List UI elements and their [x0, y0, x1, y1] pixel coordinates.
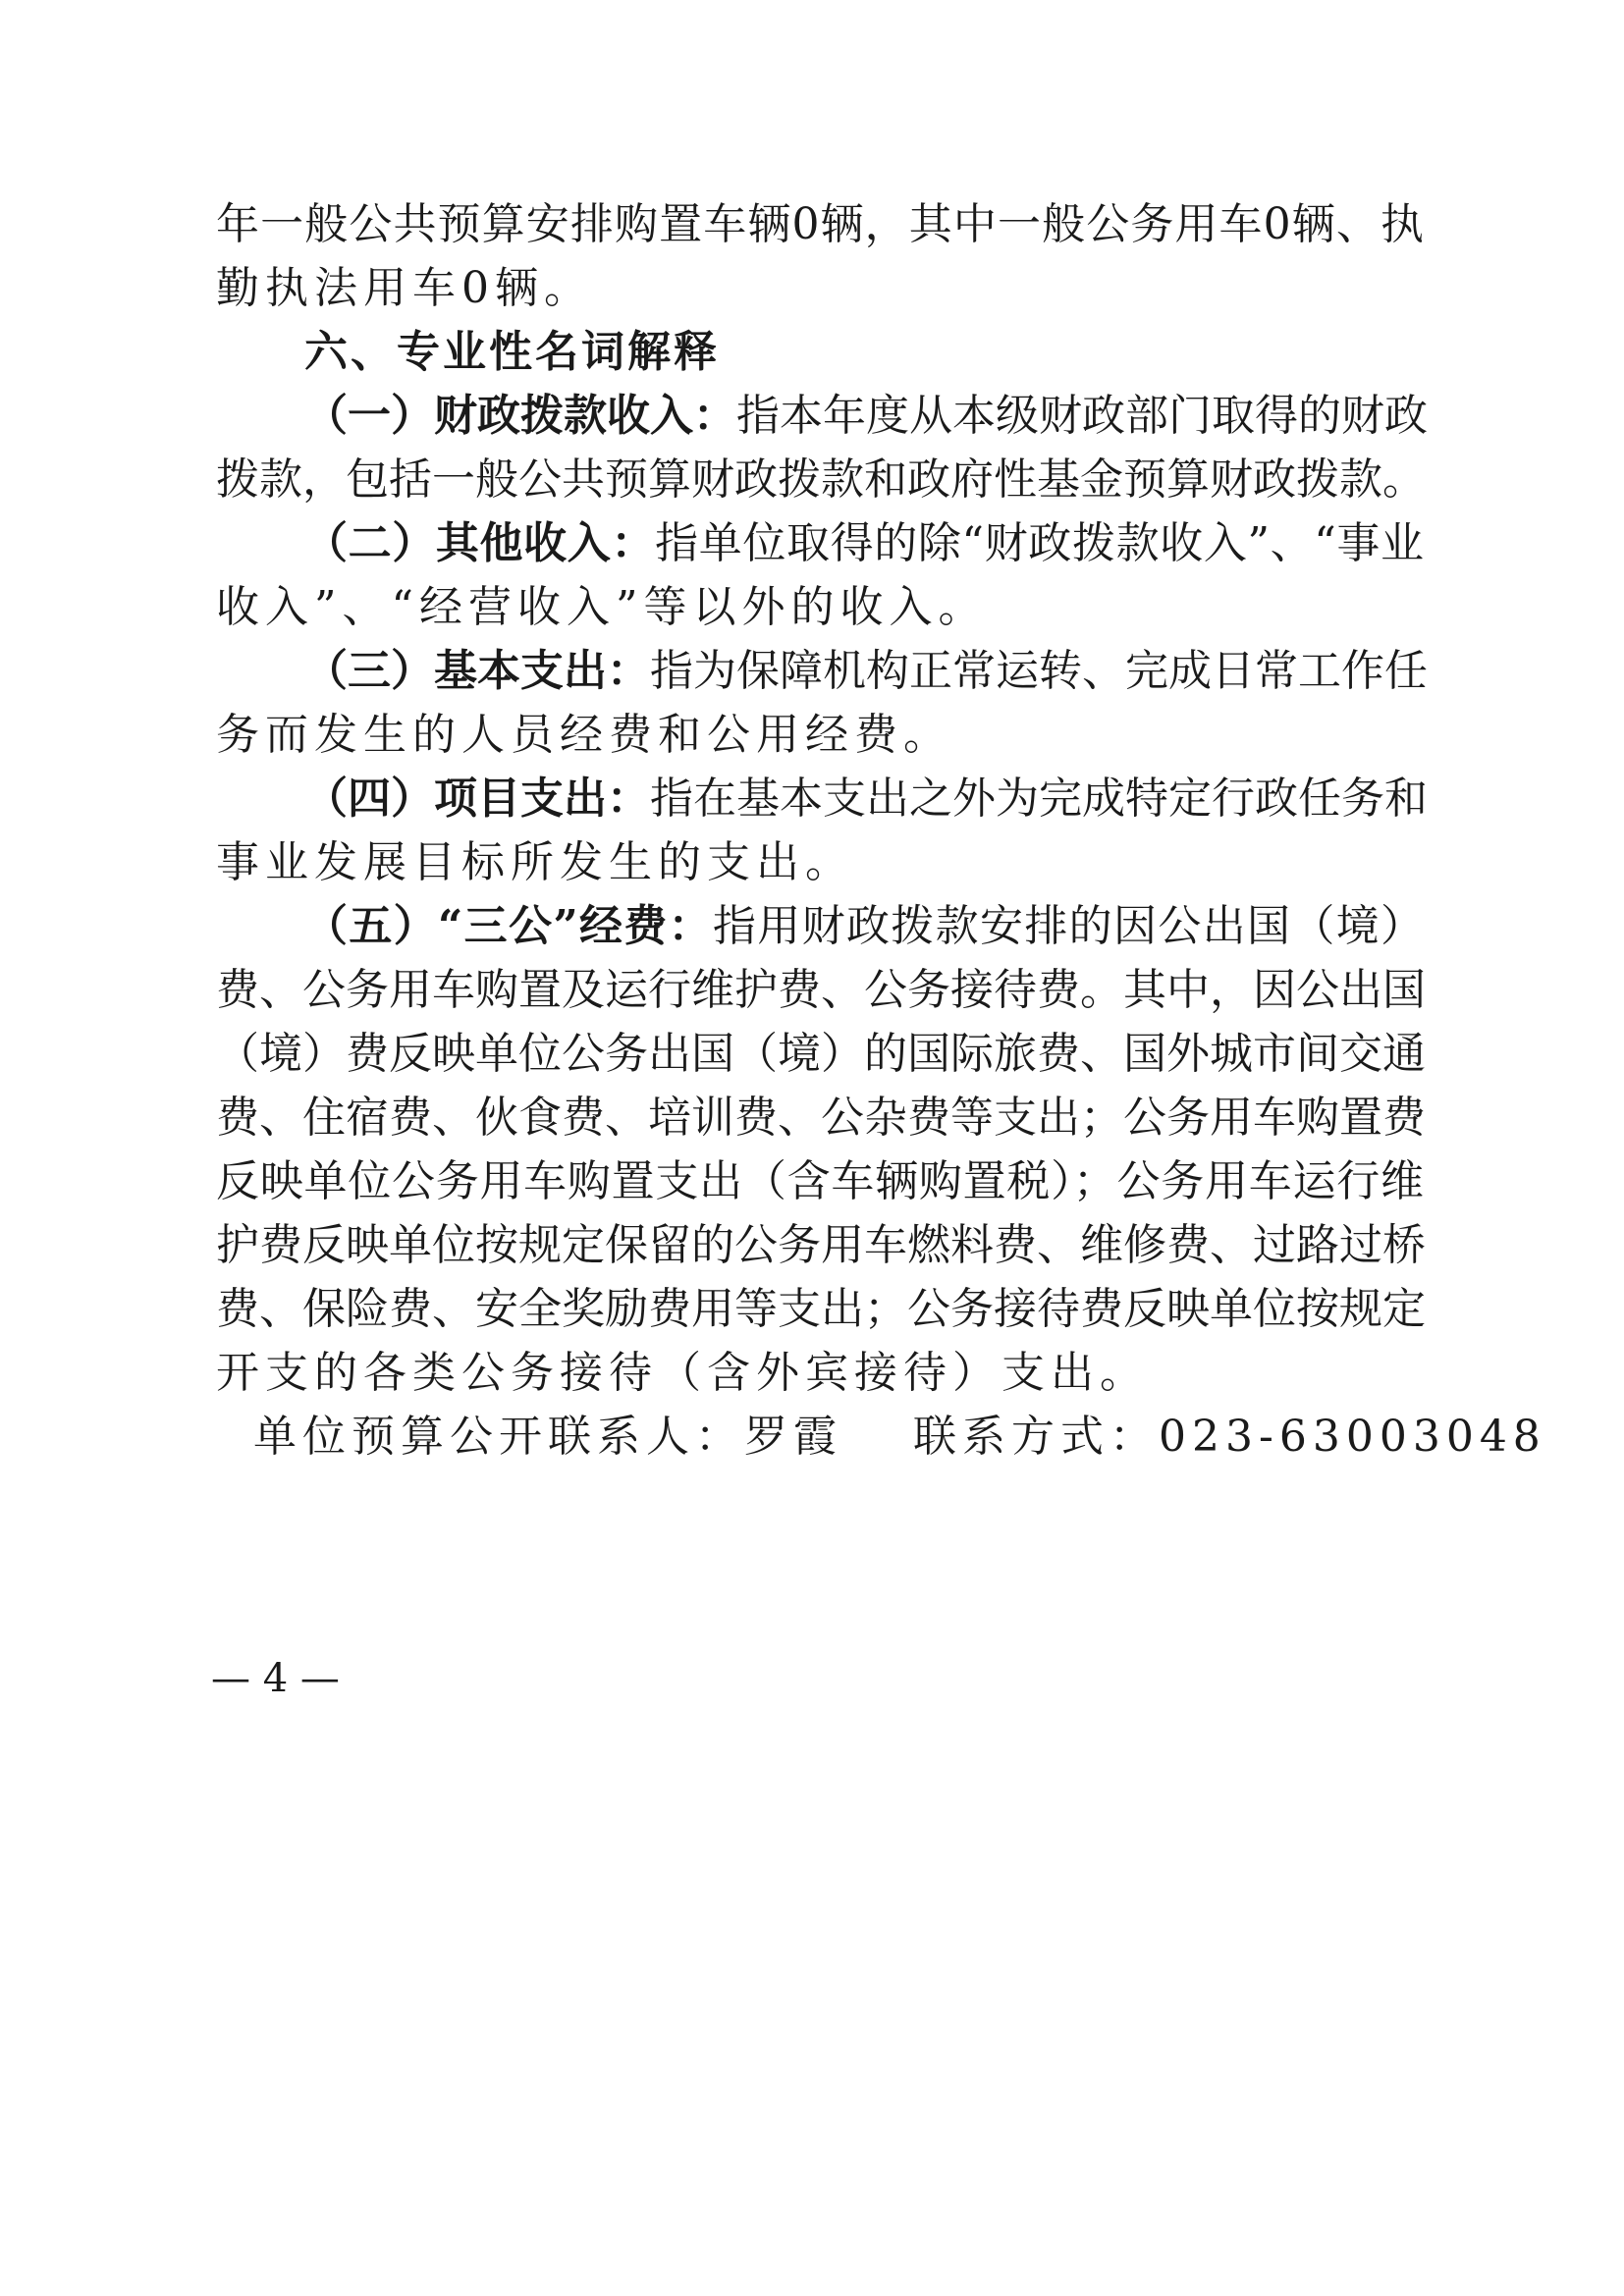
- contact-person: 单位预算公开联系人：罗霞: [253, 1412, 842, 1462]
- definition-line: 收入”、“经营收入”等以外的收入。: [216, 582, 988, 632]
- definition-line: [304, 901, 1424, 951]
- definition-line: [304, 391, 1428, 441]
- definition-line: 费、保险费、安全奖励费用等支出；公务接待费反映单位按规定: [216, 1284, 1426, 1334]
- definition-line: [304, 774, 1428, 824]
- definition-term: （四）项目支出：: [304, 774, 650, 824]
- definition-line: 护费反映单位按规定保留的公务用车燃料费、维修费、过路过桥: [216, 1220, 1426, 1270]
- definition-term: （一）财政拨款收入：: [304, 391, 736, 441]
- definition-line: 费、公务用车购置及运行维护费、公务接待费。其中，因公出国: [216, 965, 1426, 1015]
- definition-line: 反映单位公务用车购置支出（含车辆购置税）；公务用车运行维: [216, 1156, 1424, 1206]
- section-heading: 六、专业性名词解释: [304, 327, 720, 377]
- definition-text: 指为保障机构正常运转、完成日常工作任: [650, 646, 1428, 696]
- page-number: — 4 —: [211, 1656, 340, 1701]
- definition-line: （境）费反映单位公务出国（境）的国际旅费、国外城市间交通: [216, 1029, 1426, 1079]
- definition-text: 指用财政拨款安排的因公出国（境）: [712, 901, 1424, 951]
- definition-line: 务而发生的人员经费和公用经费。: [216, 710, 952, 760]
- definition-text: 指在基本支出之外为完成特定行政任务和: [650, 774, 1428, 824]
- definition-term: （五）“三公”经费：: [304, 901, 713, 951]
- body-line: 年一般公共预算安排购置车辆0辆，其中一般公务用车0辆、执: [216, 199, 1424, 249]
- definition-line: 事业发展目标所发生的支出。: [216, 837, 854, 887]
- definition-line: [304, 518, 1425, 568]
- contact-phone: 联系方式：023-63003048: [913, 1412, 1546, 1462]
- body-line: 勤执法用车0辆。: [216, 263, 593, 313]
- definition-line: 费、住宿费、伙食费、培训费、公杂费等支出；公务用车购置费: [216, 1093, 1426, 1143]
- definition-term: （三）基本支出：: [304, 646, 650, 696]
- definition-line: [304, 646, 1428, 696]
- definition-line: 开支的各类公务接待（含外宾接待）支出。: [216, 1348, 1149, 1398]
- definition-line: 拨款，包括一般公共预算财政拨款和政府性基金预算财政拨款。: [216, 454, 1426, 505]
- definition-term: （二）其他收入：: [304, 518, 656, 568]
- definition-text: 指单位取得的除“财政拨款收入”、“事业: [655, 518, 1425, 568]
- definition-text: 指本年度从本级财政部门取得的财政: [736, 391, 1428, 441]
